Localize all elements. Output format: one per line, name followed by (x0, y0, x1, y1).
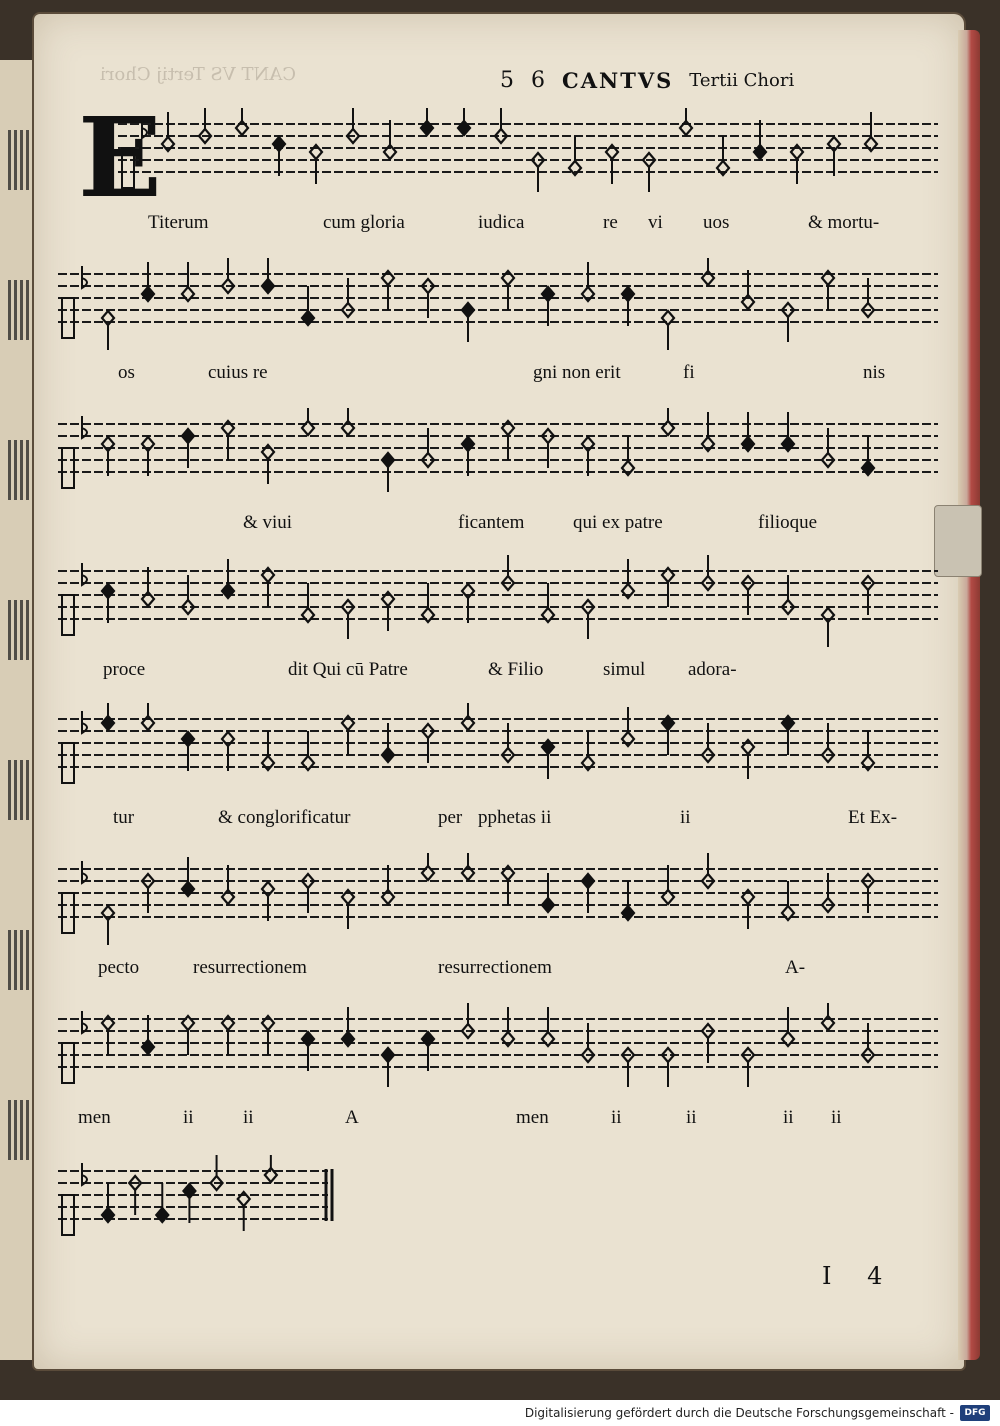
note (310, 145, 322, 184)
lyric-line (58, 504, 938, 544)
note (422, 583, 434, 622)
note (502, 555, 514, 590)
lyric-syllable: iudica (478, 212, 525, 233)
note (782, 412, 794, 451)
note (182, 1016, 194, 1055)
note (162, 112, 174, 151)
note (102, 437, 114, 476)
note (662, 865, 674, 904)
note (828, 137, 840, 176)
dfg-logo[interactable]: DFG (960, 1405, 990, 1421)
lyric-syllable: Et Ex- (848, 807, 898, 828)
note (262, 882, 274, 921)
note (662, 408, 674, 435)
lyric-syllable: gni non erit (533, 362, 621, 383)
lyric-syllable: fi (683, 362, 695, 383)
staff (58, 555, 938, 651)
clef (62, 743, 74, 783)
staff-notation (58, 108, 938, 204)
note (102, 1016, 114, 1055)
lyric-syllable: ii (783, 1107, 794, 1128)
note (102, 703, 114, 730)
music-system (58, 93, 938, 244)
note (421, 108, 433, 135)
note (182, 732, 194, 771)
lyric-syllable: adora- (688, 659, 737, 680)
lyric-syllable: proce (103, 659, 146, 680)
lyric-syllable: qui ex patre (573, 512, 663, 533)
note (302, 731, 314, 770)
lyric-syllable: ii (611, 1107, 622, 1128)
note (265, 1155, 277, 1182)
note (156, 1183, 168, 1222)
note (222, 559, 234, 598)
page-number-right: 6 (531, 67, 546, 93)
footer-credit: Digitalisierung gefördert durch die Deutsche Forschungsgemeinschaft - (524, 1406, 954, 1420)
bookmark-tab (934, 505, 982, 577)
note (542, 740, 554, 779)
note (262, 731, 274, 770)
staff-notation (58, 1003, 938, 1099)
note (382, 271, 394, 310)
lyric-syllable: resurrectionem (438, 957, 552, 978)
note (502, 866, 514, 905)
note (342, 1007, 354, 1046)
note (183, 1184, 195, 1223)
note (342, 408, 354, 435)
note (662, 716, 674, 755)
music-system (58, 703, 938, 839)
lyric-syllable: cum gloria (323, 212, 405, 233)
note (702, 853, 714, 888)
note (622, 559, 634, 598)
lyric-line (58, 1099, 938, 1139)
lyric-syllable: men (78, 1107, 111, 1128)
lyric-line (58, 651, 938, 691)
clef (62, 1043, 74, 1083)
note (238, 1192, 250, 1231)
clef (62, 298, 74, 338)
decorated-initial: E (78, 93, 162, 222)
note (782, 716, 794, 755)
note (495, 108, 507, 143)
note (622, 707, 634, 746)
note (542, 287, 554, 326)
note (422, 1032, 434, 1071)
note (622, 881, 634, 920)
note (302, 583, 314, 622)
note (502, 421, 514, 460)
clef (62, 893, 74, 933)
note (662, 568, 674, 607)
staff-notation (58, 853, 938, 949)
staff (58, 408, 938, 504)
lyric-syllable: ii (243, 1107, 254, 1128)
lyric-syllable: os (118, 362, 135, 383)
lyric-syllable: uos (703, 212, 730, 233)
note (142, 262, 154, 301)
note (142, 567, 154, 606)
lyric-syllable: ii (183, 1107, 194, 1128)
note (422, 853, 434, 880)
note (347, 108, 359, 143)
note (222, 258, 234, 293)
note (142, 437, 154, 476)
note (702, 555, 714, 590)
note (262, 1016, 274, 1055)
note (102, 906, 114, 945)
note (782, 881, 794, 920)
music-system (58, 1003, 938, 1139)
note (582, 437, 594, 476)
clef (62, 595, 74, 635)
lyric-syllable: & viui (243, 512, 293, 533)
note (742, 412, 754, 451)
facing-page-notation-fragment (8, 600, 30, 660)
lyric-syllable: ii (831, 1107, 842, 1128)
note (782, 1007, 794, 1046)
lyric-syllable: & Filio (488, 659, 544, 680)
lyric-syllable: re (603, 212, 618, 233)
lyric-syllable: Titerum (148, 212, 209, 233)
lyric-syllable: simul (603, 659, 646, 680)
clef (62, 1195, 74, 1235)
lyric-syllable: vi (648, 212, 663, 233)
note (382, 592, 394, 631)
lyric-syllable: ii (680, 807, 691, 828)
flat-sign (142, 116, 147, 138)
note (462, 1003, 474, 1038)
voice-subtitle: Tertii Chori (689, 69, 795, 91)
note (569, 136, 581, 175)
staff (58, 108, 938, 204)
note (222, 732, 234, 771)
note (102, 311, 114, 350)
note (462, 437, 474, 476)
note (502, 1007, 514, 1046)
note (702, 258, 714, 285)
note (142, 1015, 154, 1054)
note (717, 136, 729, 175)
facing-page-notation-fragment (8, 440, 30, 500)
lyric-syllable: ii (686, 1107, 697, 1128)
note (382, 865, 394, 904)
lyric-line (58, 204, 938, 244)
note (302, 1032, 314, 1071)
note (622, 436, 634, 475)
note (142, 703, 154, 730)
note (582, 731, 594, 770)
lyric-syllable: ficantem (458, 512, 525, 533)
note (458, 108, 470, 135)
flat-sign (82, 1011, 87, 1033)
voice-title: CANTVS (562, 67, 674, 93)
music-system (58, 1155, 938, 1291)
staff-notation (58, 555, 938, 651)
page-number-left: 5 (500, 67, 515, 93)
lyric-line (58, 354, 938, 394)
note (702, 412, 714, 451)
clef (62, 448, 74, 488)
note (262, 568, 274, 607)
note (222, 1016, 234, 1055)
lyric-syllable: tur (113, 807, 135, 828)
note (822, 1003, 834, 1030)
clef (122, 148, 134, 188)
music-system (58, 555, 938, 691)
note (342, 890, 354, 929)
note (622, 287, 634, 326)
note (199, 108, 211, 143)
staff (58, 1003, 938, 1099)
staff-notation (58, 258, 938, 354)
note (606, 145, 618, 184)
note (502, 271, 514, 310)
note (542, 1007, 554, 1046)
staff-notation (58, 703, 938, 799)
staff (58, 853, 938, 949)
flat-sign (82, 563, 87, 585)
note (865, 112, 877, 151)
lyric-syllable: pecto (98, 957, 140, 978)
music-system (58, 258, 938, 394)
lyric-syllable: filioque (758, 512, 818, 533)
lyric-syllable: dit Qui cū Patre (288, 659, 408, 680)
note (102, 584, 114, 623)
staff-notation (58, 1155, 938, 1251)
note (273, 137, 285, 176)
note (791, 145, 803, 184)
facing-page-notation-fragment (8, 930, 30, 990)
note (680, 108, 692, 135)
staff-notation (58, 408, 938, 504)
flat-sign (82, 416, 87, 438)
staff (58, 703, 938, 799)
note (754, 120, 766, 159)
facing-page-notation-fragment (8, 130, 30, 190)
note (222, 865, 234, 904)
note (742, 890, 754, 929)
running-head (500, 62, 900, 98)
note (262, 445, 274, 484)
lyric-syllable: A (345, 1107, 359, 1128)
note (462, 703, 474, 730)
note (462, 584, 474, 623)
facing-page-notation-fragment (8, 280, 30, 340)
note (542, 583, 554, 622)
note (742, 270, 754, 309)
signature-mark: I 4 (822, 1262, 897, 1290)
note (342, 716, 354, 755)
note (862, 436, 874, 475)
note (262, 258, 274, 293)
lyric-syllable: A- (785, 957, 806, 978)
note (182, 262, 194, 301)
page-block-edge (958, 30, 980, 1360)
staff (58, 1155, 938, 1251)
lyric-syllable: cuius re (208, 362, 268, 383)
note (236, 108, 248, 135)
note (102, 1183, 114, 1222)
staff (58, 258, 938, 354)
lyric-syllable: nis (863, 362, 886, 383)
music-system (58, 853, 938, 989)
note (822, 608, 834, 647)
note (742, 740, 754, 779)
lyric-syllable: & conglorificatur (218, 807, 351, 828)
show-through-text: CANT VS Tertij Chori (100, 64, 297, 85)
lyric-syllable: per (438, 807, 463, 828)
note (302, 286, 314, 325)
note (182, 857, 194, 896)
lyric-syllable: resurrectionem (193, 957, 307, 978)
note (862, 731, 874, 770)
note (822, 271, 834, 310)
note (384, 120, 396, 159)
lyric-line (58, 799, 938, 839)
note (462, 853, 474, 880)
lyric-syllable: men (516, 1107, 549, 1128)
digitization-footer (0, 1400, 1000, 1426)
lyric-syllable: & mortu- (808, 212, 880, 233)
note (302, 408, 314, 435)
flat-sign (82, 711, 87, 733)
music-system (58, 408, 938, 544)
note (211, 1155, 223, 1190)
facing-page-notation-fragment (8, 1100, 30, 1160)
lyric-line (58, 1251, 938, 1291)
note (582, 262, 594, 301)
flat-sign (82, 1163, 87, 1185)
lyric-syllable: pphetas ii (478, 807, 552, 828)
flat-sign (82, 266, 87, 288)
facing-page-notation-fragment (8, 760, 30, 820)
note (222, 421, 234, 460)
lyric-line (58, 949, 938, 989)
flat-sign (82, 861, 87, 883)
note (662, 311, 674, 350)
